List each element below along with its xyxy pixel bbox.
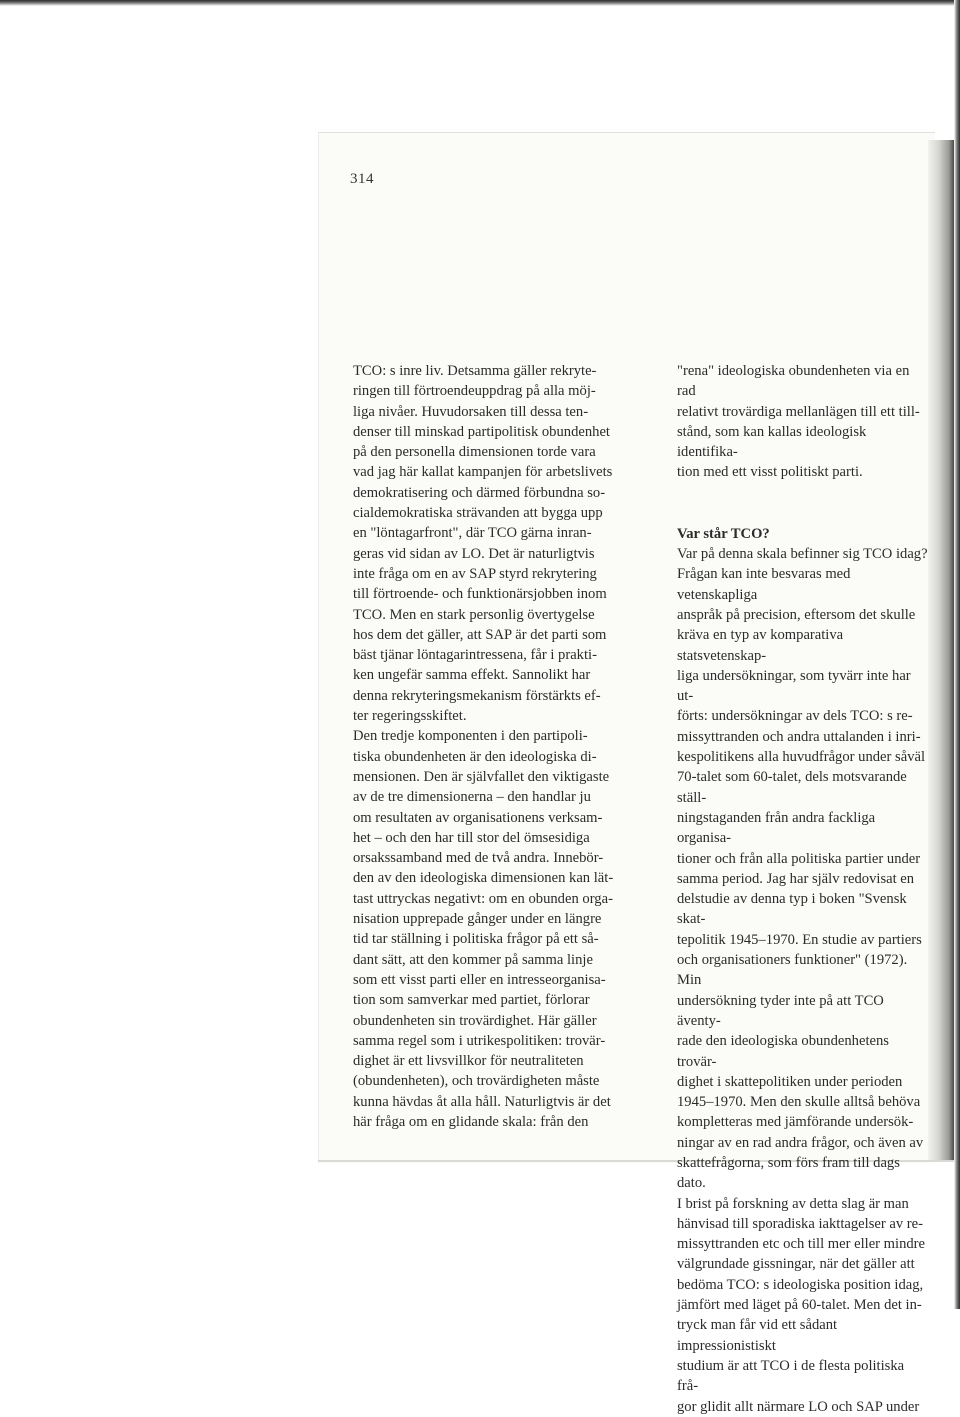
page-gutter-shadow [928,140,954,1162]
left-text-column [353,361,635,1132]
right-paragraph-2: Var på denna skala befinner sig TCO idag? Frågan kan inte besvaras med vetenskapliga anspråk på precision, eftersom det skulle kräva en typ av komparativa statsvetenskap- liga undersökningar, som tyvärr inte har ut- förts: undersökningar av dels TCO: s re- missyttranden och andra uttalanden i inri- kespolitikens alla huvudfrågor under såväl 70-talet som 60-talet, dels motsvarande ställ- ningstaganden från andra fackliga organisa- tioner och från alla politiska partier under samma period. Jag har själv redovisat en delstudie av denna typ i boken "Svensk skat- tepolitik 1945–1970. En studie av partiers och organisationers funktioner" (1972). Min undersökning tyder inte på att TCO äventy- rade den ideologiska obundenhetens trovär- dighet i skattepolitiken under perioden 1945–1970. Men den skulle alltså behöva kompletteras med jämförande undersök- ningar av en rad andra frågor, och även av skattefrågorna, som förs fram till dags dato. [677,546,928,1192]
scan-edge-right [954,0,960,1309]
right-text-column [677,361,928,1417]
left-paragraph-1: TCO: s inre liv. Detsamma gäller rekryte- ringen till förtroendeuppdrag på alla möj- liga nivåer. Huvudorsaken till dessa ten- denser till minskad partipolitisk obundenhet på den personella dimensionen torde vara vad jag här kallat kampanjen för arbetslivets demokratisering och därmed förbundna so- cialdemokratiska strävanden att bygga upp en "löntagarfront", där TCO gärna inran- geras vid sidan av LO. Det är naturligtvis inte fråga om en av SAP styrd rekrytering till förtroende- och funktionärsjobben inom TCO. Men en stark personlig övertygelse hos dem det gäller, att SAP är det parti som bäst tjänar löntagarintressena, får i prakti- ken ungefär samma effekt. Sannolikt har denna rekryteringsmekanism förstärkts ef- ter regeringsskiftet. [353,363,613,725]
right-paragraph-1: "rena" ideologiska obundenheten via en rad relativt trovärdiga mellanlägen till ett till- stånd, som kan kallas ideologisk identifika- tion med ett visst politiskt parti. [677,363,920,481]
right-paragraph-3: I brist på forskning av detta slag är man hänvisad till sporadiska iakttagelser av re- missyttranden etc och till mer eller mindre välgrundade gissningar, när det gäller att bedöma TCO: s ideologiska position idag, jämfört med läget på 60-talet. Men det in- tryck man får vid ett sådant impressionistiskt studium är att TCO i de flesta politiska frå- gor glidit allt närmare LO och SAP under [677,1195,926,1415]
section-heading: Var står TCO? [677,525,770,542]
scan-edge-top [0,0,960,6]
left-paragraph-2: Den tredje komponenten i den partipoli- tiska obundenheten är den ideologiska di- mensionen. Den är självfallet den viktigaste av de tre dimensionerna – den handlar ju om resultaten av organisationens verksam- het – och den har till stor del ömsesidiga orsakssamband med de två andra. Innebör- den av den ideologiska dimensionen kan lät- tast uttryckas negativt: om en obunden orga- nisation upprepade gånger under en längre tid tar ställning i politiska frågor på ett så- dant sätt, att den kommer på samma linje som ett visst parti eller en intresseorganisa- tion som samverkar med partiet, förlorar obundenheten sin trovärdighet. Här gäller samma regel som i utrikespolitiken: trovär- dighet är ett livsvillkor för neutraliteten (obundenheten), och trovärdigheten måste kunna hävdas åt alla håll. Naturligtvis är det här fråga om en glidande skala: från den [353,728,614,1130]
page-number: 314 [350,171,374,187]
